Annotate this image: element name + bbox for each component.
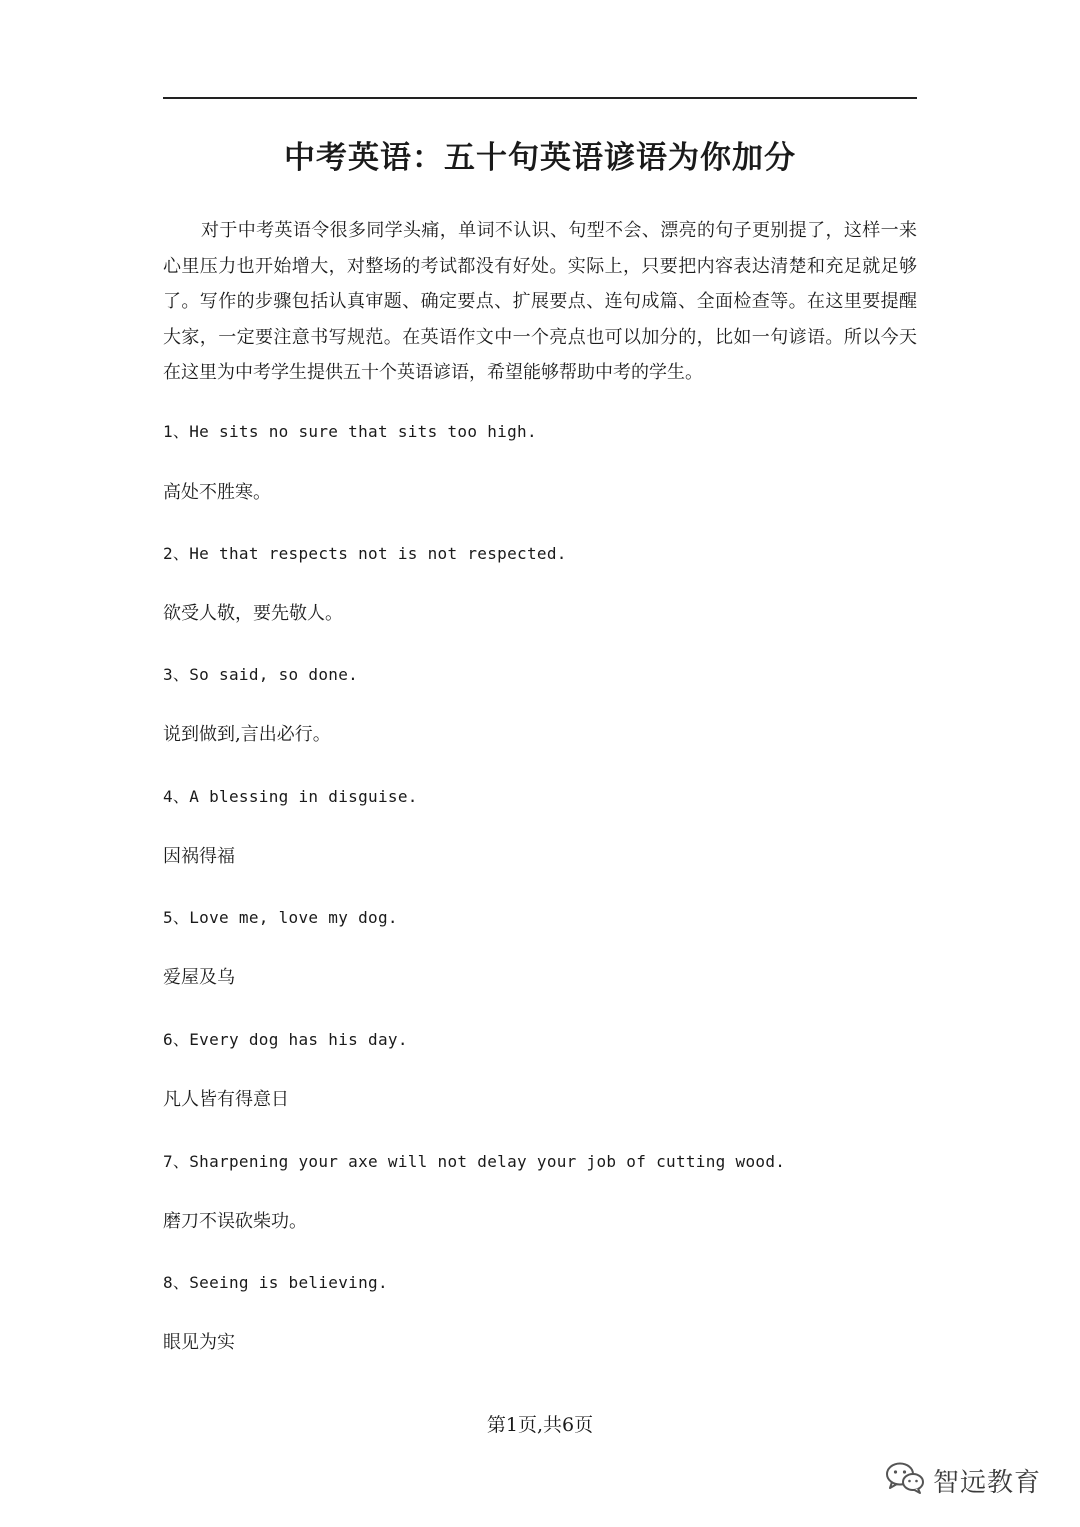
wechat-icon (885, 1461, 925, 1499)
watermark-text: 智远教育 (933, 1467, 1042, 1498)
proverb-zh: 眼见为实 (163, 1332, 235, 1353)
page-number: 第1页,共6页 (486, 1414, 594, 1436)
proverb-zh: 欲受人敬，要先敬人。 (163, 603, 343, 624)
page-title: 中考英语：五十句英语谚语为你加分 (284, 140, 796, 176)
proverb-en: 5、Love me, love my dog. (163, 908, 398, 927)
intro-paragraph: 对于中考英语令很多同学头痛，单词不认识、句型不会、漂亮的句子更别提了，这样一来心里压力也开始增大，对整场的考试都没有好处。实际上，只要把内容表达清楚和充足就足够了。写作的步骤包括认真审题、确定要点、扩展要点、连句成篇、全面检查等。在这里要提醒大家，一定要注意书写规范。在英语作文中一个亮点也可以加分的，比如一句谚语。所以今天在这里为中考学生提供五十个英语谚语，希望能够帮助中考的学生。 (163, 220, 917, 384)
proverb-zh: 说到做到,言出必行。 (163, 724, 331, 745)
proverb-zh: 因祸得福 (163, 846, 235, 867)
proverb-en: 2、He that respects not is not respected. (163, 544, 567, 563)
proverb-zh: 爱屋及乌 (163, 967, 235, 988)
proverb-en: 6、Every dog has his day. (163, 1030, 408, 1049)
proverb-en: 7、Sharpening your axe will not delay your job of cutting wood. (163, 1152, 786, 1171)
header-rule (163, 97, 917, 99)
proverb-zh: 凡人皆有得意日 (163, 1089, 289, 1110)
proverb-en: 3、So said, so done. (163, 665, 359, 684)
proverb-zh: 高处不胜寒。 (163, 482, 271, 503)
watermark (885, 1458, 1041, 1502)
proverb-en: 1、He sits no sure that sits too high. (163, 422, 537, 441)
proverb-zh: 磨刀不误砍柴功。 (163, 1211, 307, 1232)
proverb-en: 4、A blessing in disguise. (163, 787, 418, 806)
proverb-en: 8、Seeing is believing. (163, 1273, 388, 1292)
